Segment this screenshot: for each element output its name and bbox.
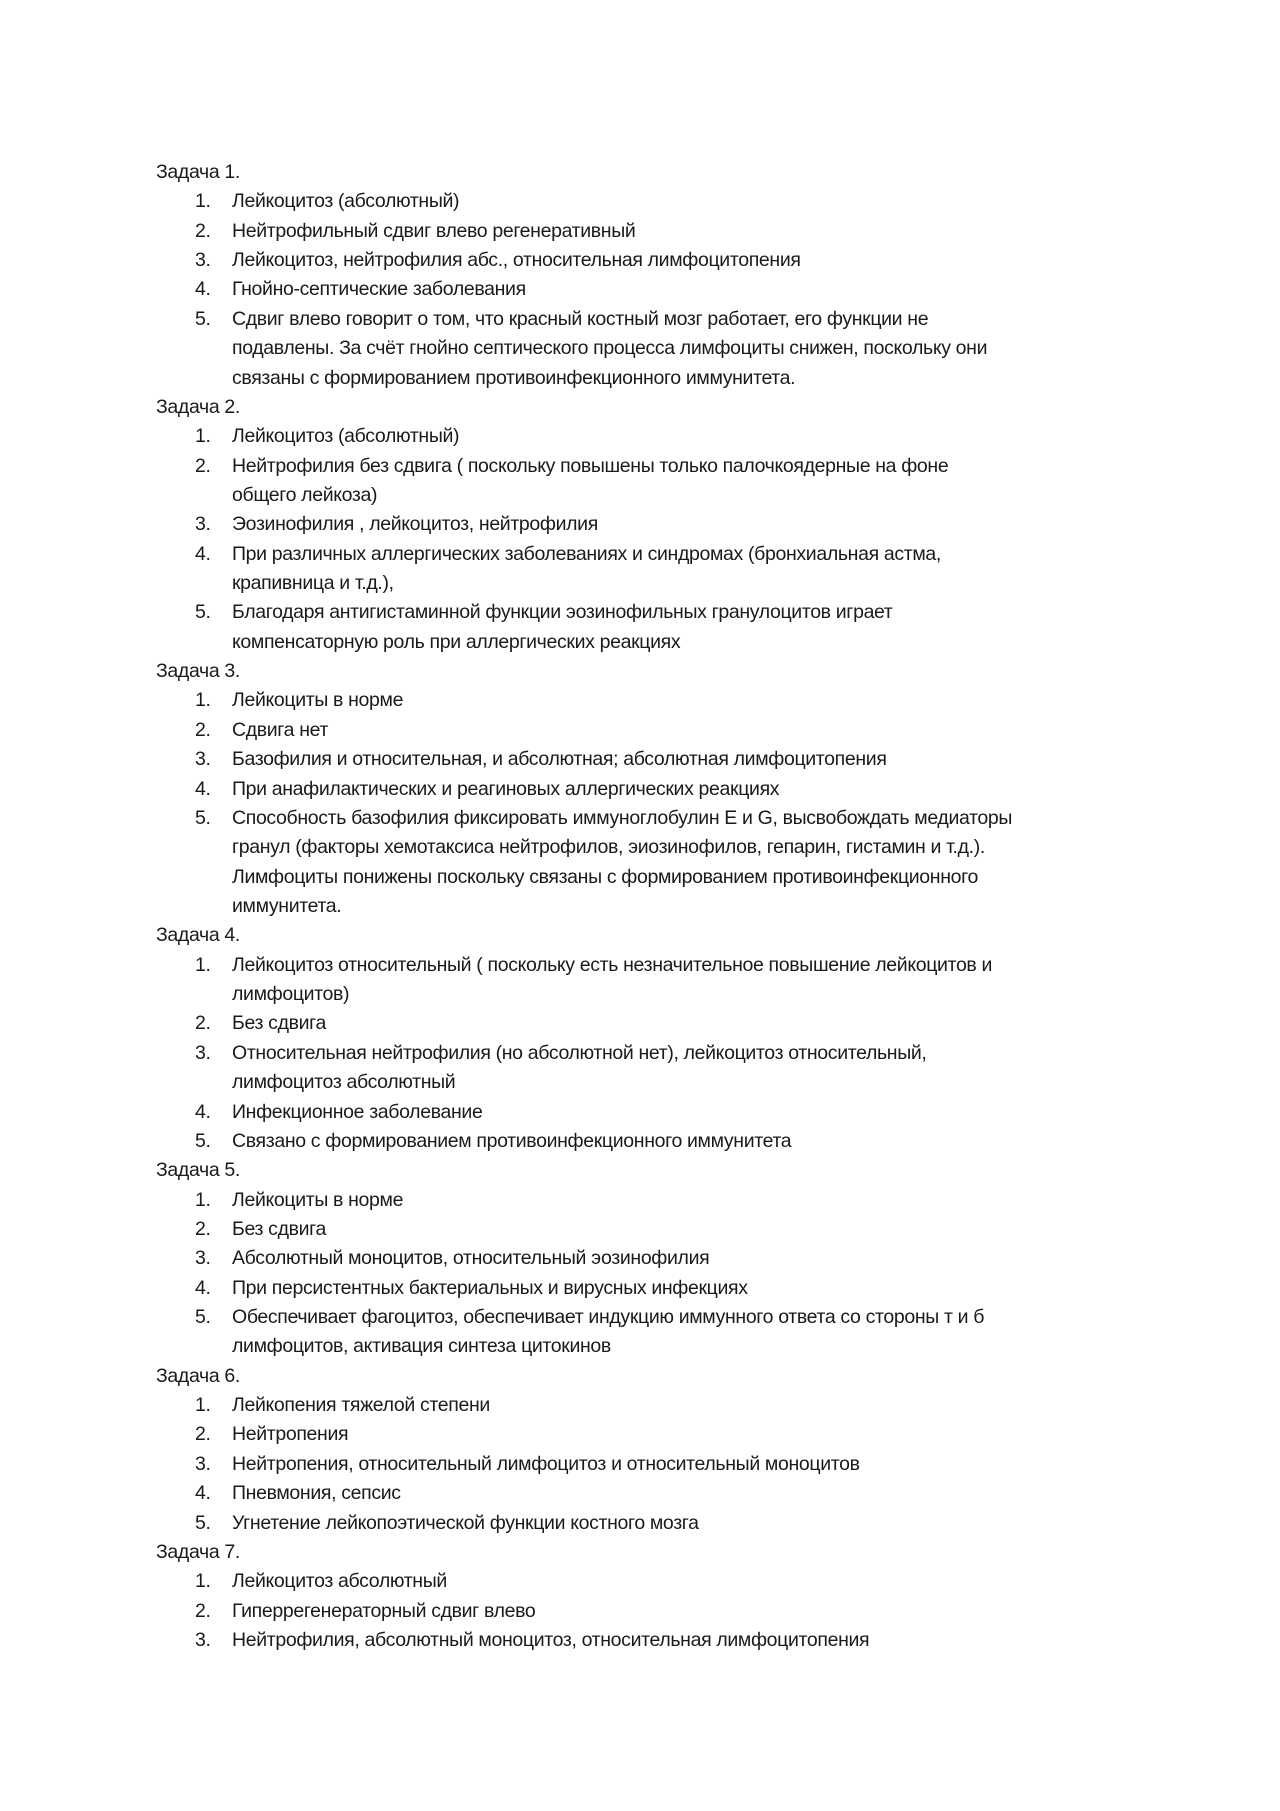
list-item-number: 1. [195,1570,211,1593]
list-item-text: Эозинофилия , лейкоцитоз, нейтрофилия [232,513,598,536]
list-item-line [156,510,1156,539]
list-item [156,1215,1156,1244]
task-section [156,657,1156,921]
list-item-text: При персистентных бактериальных и вирусных инфекциях [232,1276,748,1299]
list-item-continuation: лимфоцитов) [232,983,350,1006]
list-item-number: 4. [195,777,211,800]
document-page [156,158,1156,1655]
list-item-text: Лейкоцитоз, нейтрофилия абс., относительная лимфоцитопения [232,249,801,272]
list-item-text: При анафилактических и реагиновых аллергических реакциях [232,777,780,800]
list-item-text: Способность базофилия фиксировать иммуноглобулин E и G, высвобождать медиаторы [232,806,1013,829]
list-item-text: Угнетение лейкопоэтической функции костного мозга [232,1511,699,1534]
answer-list [156,187,1156,393]
task-heading: Задача 6. [156,1364,240,1387]
list-item-number: 4. [195,542,211,565]
list-item [156,1098,1156,1127]
list-item-number: 5. [195,1511,211,1534]
list-item [156,745,1156,774]
list-item-line [156,1303,1156,1332]
list-item [156,1626,1156,1655]
list-item-number: 3. [195,513,211,536]
list-item-number: 2. [195,1217,211,1240]
list-item-text: Обеспечивает фагоцитоз, обеспечивает индукцию иммунного ответа со стороны т и б [232,1306,985,1329]
task-section [156,158,1156,393]
list-item-continuation: крапивница и т.д.), [232,572,394,595]
list-item-line [156,1127,1156,1156]
list-item-number: 4. [195,278,211,301]
list-item-number: 1. [195,190,211,213]
list-item-line [156,1509,1156,1538]
list-item [156,1244,1156,1273]
list-item [156,716,1156,745]
task-heading: Задача 4. [156,924,240,947]
answer-list [156,1391,1156,1538]
list-item-line [156,540,1156,569]
list-item-number: 1. [195,689,211,712]
list-item [156,686,1156,715]
list-item [156,775,1156,804]
list-item-text: Базофилия и относительная, и абсолютная; абсолютная лимфоцитопения [232,748,887,771]
list-item-continuation: лимфоцитов, активация синтеза цитокинов [232,1335,611,1358]
list-item-line [156,1098,1156,1127]
list-item [156,187,1156,216]
list-item-text: Лейкоциты в норме [232,689,404,712]
list-item [156,1186,1156,1215]
list-item-number: 2. [195,1012,211,1035]
list-item-number: 5. [195,307,211,330]
list-item-line [156,804,1156,833]
list-item-number: 3. [195,1452,211,1475]
list-item-continuation: гранул (факторы хемотаксиса нейтрофилов, эиозинофилов, гепарин, гистамин и т.д.). [232,836,985,859]
list-item-number: 1. [195,953,211,976]
list-item-number: 2. [195,718,211,741]
list-item-number: 2. [195,1599,211,1622]
list-item-continuation: иммунитета. [232,894,342,917]
list-item-number: 4. [195,1276,211,1299]
list-item-line [156,598,1156,627]
list-item [156,1450,1156,1479]
list-item-text: Инфекционное заболевание [232,1100,483,1123]
list-item-line [156,686,1156,715]
list-item-number: 4. [195,1100,211,1123]
list-item-line [156,1479,1156,1508]
list-item-continuation: компенсаторную роль при аллергических реакциях [232,630,681,653]
list-item-text: Лейкоциты в норме [232,1188,404,1211]
list-item [156,1479,1156,1508]
list-item-line [156,1567,1156,1596]
list-item [156,1127,1156,1156]
list-item-number: 3. [195,1628,211,1651]
list-item-line [156,217,1156,246]
list-item-number: 5. [195,806,211,829]
list-item-text: Благодаря антигистаминной функции эозинофильных гранулоцитов играет [232,601,893,624]
list-item-continuation: связаны с формированием противоинфекционного иммунитета. [232,366,796,389]
list-item-line [156,187,1156,216]
task-section [156,921,1156,1156]
list-item [156,217,1156,246]
list-item [156,804,1156,921]
list-item-text: Сдвига нет [232,718,329,741]
list-item-text: Без сдвига [232,1217,326,1240]
list-item-number: 1. [195,425,211,448]
answer-list [156,1186,1156,1362]
list-item-line [156,422,1156,451]
list-item-line [156,1597,1156,1626]
list-item-number: 5. [195,601,211,624]
list-item-text: Лейкоцитоз абсолютный [232,1570,447,1593]
list-item-line [156,246,1156,275]
list-item [156,510,1156,539]
list-item-line [156,775,1156,804]
list-item-text: Лейкопения тяжелой степени [232,1394,490,1417]
list-item-text: Нейтрофилия, абсолютный моноцитоз, относительная лимфоцитопения [232,1628,870,1651]
task-section [156,1538,1156,1655]
list-item-line [156,1274,1156,1303]
list-item [156,1597,1156,1626]
list-item-continuation: Лимфоциты понижены поскольку связаны с формированием противоинфекционного [232,865,978,888]
list-item-text: Относительная нейтрофилия (но абсолютной нет), лейкоцитоз относительный, [232,1041,927,1064]
list-item-line [156,1244,1156,1273]
task-section [156,1156,1156,1362]
list-item-line [156,1009,1156,1038]
list-item-number: 3. [195,1041,211,1064]
list-item-text: Пневмония, сепсис [232,1482,401,1505]
answer-list [156,1567,1156,1655]
list-item-continuation: общего лейкоза) [232,483,378,506]
list-item-text: Сдвиг влево говорит о том, что красный костный мозг работает, его функции не [232,307,929,330]
list-item-line [156,1626,1156,1655]
answer-list [156,951,1156,1157]
list-item-text: При различных аллергических заболеваниях и синдромах (бронхиальная астма, [232,542,941,565]
list-item [156,1009,1156,1038]
list-item [156,275,1156,304]
list-item-text: Лейкоцитоз (абсолютный) [232,190,460,213]
list-item-line [156,951,1156,980]
list-item-line [156,275,1156,304]
list-item-text: Нейтрофильный сдвиг влево регенеративный [232,219,636,242]
list-item-line [156,1391,1156,1420]
list-item-line [156,1450,1156,1479]
list-item-text: Абсолютный моноцитов, относительный эозинофилия [232,1247,710,1270]
list-item [156,1391,1156,1420]
list-item-number: 1. [195,1394,211,1417]
list-item-text: Нейтропения [232,1423,349,1446]
task-heading: Задача 7. [156,1540,240,1563]
list-item [156,1039,1156,1098]
task-heading: Задача 2. [156,395,240,418]
list-item [156,598,1156,657]
list-item-number: 2. [195,219,211,242]
list-item-number: 5. [195,1129,211,1152]
list-item-text: Нейтропения, относительный лимфоцитоз и относительный моноцитов [232,1452,860,1475]
task-heading: Задача 1. [156,161,240,183]
list-item-line [156,1186,1156,1215]
answer-list [156,686,1156,921]
list-item [156,540,1156,599]
list-item-continuation: лимфоцитоз абсолютный [232,1071,456,1094]
list-item [156,951,1156,1010]
list-item-line [156,305,1156,334]
list-item-number: 2. [195,1423,211,1446]
list-item-text: Связано с формированием противоинфекционного иммунитета [232,1129,792,1152]
list-item-number: 3. [195,1247,211,1270]
list-item-text: Без сдвига [232,1012,326,1035]
list-item [156,452,1156,511]
list-item [156,1509,1156,1538]
list-item [156,1567,1156,1596]
list-item-text: Лейкоцитоз (абсолютный) [232,425,460,448]
task-heading: Задача 5. [156,1159,240,1182]
list-item-number: 5. [195,1306,211,1329]
list-item-line [156,452,1156,481]
list-item-number: 2. [195,454,211,477]
list-item-line [156,716,1156,745]
list-item-text: Нейтрофилия без сдвига ( поскольку повышены только палочкоядерные на фоне [232,454,949,477]
list-item-line [156,1215,1156,1244]
list-item-line [156,745,1156,774]
list-item-line [156,1420,1156,1449]
list-item-text: Гнойно-септические заболевания [232,278,526,301]
list-item-text: Гиперрегенераторный сдвиг влево [232,1599,536,1622]
list-item-text: Лейкоцитоз относительный ( поскольку есть незначительное повышение лейкоцитов и [232,953,993,976]
answer-list [156,422,1156,657]
list-item [156,1420,1156,1449]
list-item-number: 3. [195,748,211,771]
task-section [156,393,1156,657]
list-item-line [156,1039,1156,1068]
list-item-continuation: подавлены. За счёт гнойно септического процесса лимфоциты снижен, поскольку они [232,337,988,360]
list-item-number: 1. [195,1188,211,1211]
list-item [156,246,1156,275]
list-item [156,1274,1156,1303]
list-item [156,422,1156,451]
list-item-number: 4. [195,1482,211,1505]
list-item [156,1303,1156,1362]
task-heading: Задача 3. [156,660,240,683]
task-section [156,1362,1156,1538]
list-item [156,305,1156,393]
list-item-number: 3. [195,249,211,272]
